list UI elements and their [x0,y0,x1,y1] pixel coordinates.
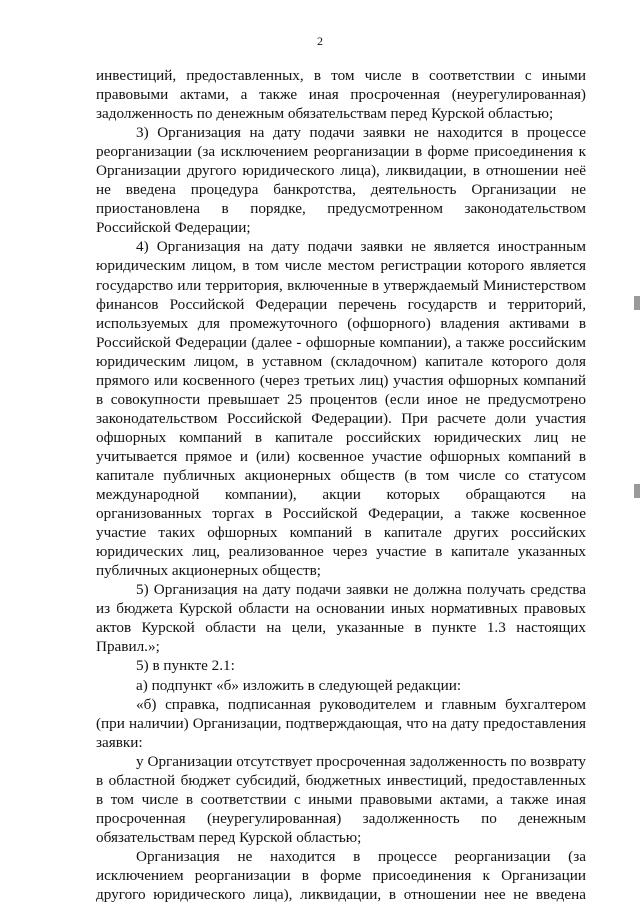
text-line: не введена процедура банкротства, деятельность Организации не [96,181,586,199]
text-line: офшорных компаний в капитале российских юридических лиц не [96,428,586,446]
text-line: другого юридического лица), ликвидации, в отношении нее не введена [96,886,586,904]
text-line: актов Курской области на цели, указанные в пункте 1.3 настоящих [96,619,586,637]
text-line: у Организации отсутствует просроченная задолженность по возврату [136,752,586,770]
text-line: государство или территория, включенные в утверждаемый Министерством [96,276,586,294]
text-line: Правил.»; [96,638,160,656]
text-line: приостановлена в порядке, предусмотренном законодательством [96,200,586,218]
text-line: организованных торгах в Российской Федерации, а также косвенное [96,505,586,523]
text-line: Организация не находится в процессе реорганизации (за [136,847,586,865]
text-line: правовыми актами, а также иная просроченная (неурегулированная) [96,86,586,104]
text-line: в том числе в соответствии с иными правовыми актами, а также иная [96,790,586,808]
text-line: международной компании), акции которых обращаются на [96,486,586,504]
text-line: инвестиций, предоставленных, в том числе в соответствии с иными [96,67,586,84]
text-line: Российской Федерации; [96,219,251,237]
scan-edge-mark [634,296,640,310]
text-line: (при наличии) Организации, подтверждающая, что на дату предоставления [96,714,586,732]
text-line: реорганизации (за исключением реорганизации в форме присоединения к [96,143,586,161]
text-line: из бюджета Курской области на основании иных нормативных правовых [96,600,586,618]
text-line: обязательствам перед Курской областью; [96,828,362,846]
text-line: юридическим лицом, в уставном (складочном) капитале которого доля [96,352,586,370]
text-line: задолженность по денежным обязательствам перед Курской областью; [96,105,554,123]
page-number: 2 [317,34,323,48]
text-line: 5) в пункте 2.1: [136,657,235,675]
text-line: юридических лиц, реализованное через участие в капитале указанных [96,543,586,561]
text-line: заявки: [96,733,143,751]
text-line: учитывается прямое и (или) косвенное участие офшорных компаний в [96,447,586,465]
body-text [96,66,586,904]
text-line: просроченная (неурегулированная) задолженность по денежным [96,809,586,827]
text-line: «б) справка, подписанная руководителем и главным бухгалтером [136,695,586,713]
text-line: в совокупности превышает 25 процентов (если иное не предусмотрено [96,390,586,408]
text-line: в областной бюджет субсидий, бюджетных инвестиций, предоставленных [96,771,586,789]
text-line: участие таких офшорных компаний в капитале других российских [96,524,586,542]
text-line: 3) Организация на дату подачи заявки не находится в процессе [136,124,586,142]
text-line: юридическим лицом, в том числе местом регистрации которого является [96,257,586,275]
scan-edge-mark [634,484,640,498]
text-line: капитале публичных акционерных обществ (в том числе со статусом [96,466,586,484]
text-line: публичных акционерных обществ; [96,562,321,580]
text-line: 5) Организация на дату подачи заявки не должна получать средства [136,581,586,599]
text-line: 4) Организация на дату подачи заявки не является иностранным [136,238,586,256]
text-line: исключением реорганизации в форме присоединения к Организации [96,866,586,884]
text-line: финансов Российской Федерации перечень государств и территорий, [96,295,586,313]
text-line: Организации другого юридического лица), ликвидации, в отношении неё [96,162,586,180]
text-line: прямого или косвенного (через третьих лиц) участия офшорных компаний [96,371,586,389]
text-line: а) подпункт «б» изложить в следующей редакции: [136,676,462,694]
text-line: законодательством Российской Федерации). При расчете доли участия [96,409,586,427]
text-line: Российской Федерации (далее - офшорные компании), а также российским [96,333,586,351]
text-line: используемых для промежуточного (офшорного) владения активами в [96,314,586,332]
